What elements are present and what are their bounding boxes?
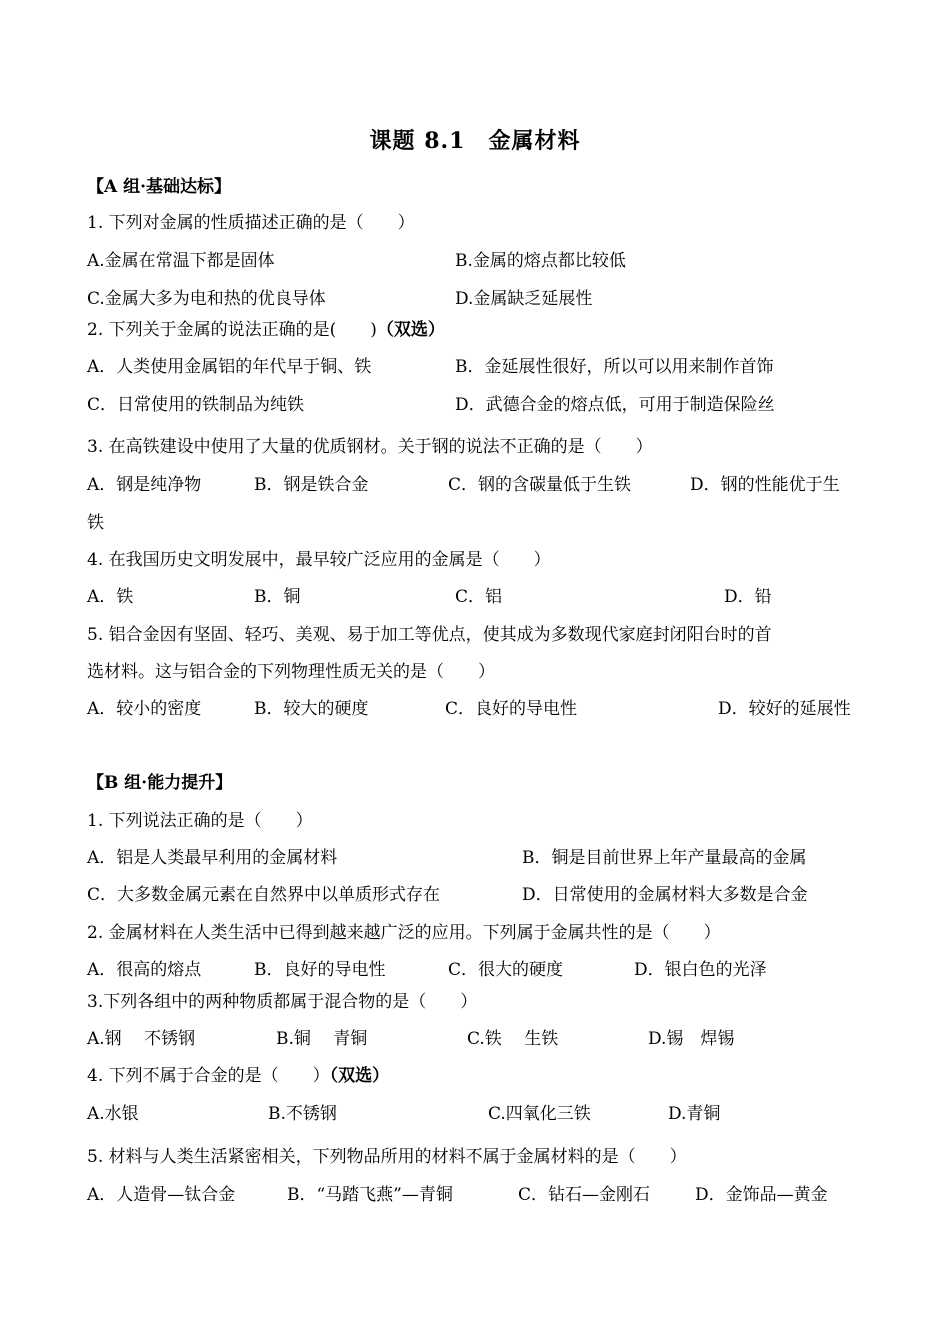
b-q1-stem: 1. 下列说法正确的是（ ） bbox=[87, 811, 313, 831]
b-q2-option-b: B．良好的导电性 bbox=[254, 960, 386, 980]
a-q5-option-b: B．较大的硬度 bbox=[254, 699, 369, 719]
section-a-heading: 【A 组·基础达标】 bbox=[87, 177, 232, 197]
b-q3-option-a: A.钢 不锈钢 bbox=[87, 1029, 196, 1049]
section-b-heading: 【B 组·能力提升】 bbox=[87, 773, 233, 793]
b-q1-option-b: B．铜是目前世界上年产量最高的金属 bbox=[522, 848, 807, 868]
a-q1-option-c: C.金属大多为电和热的优良导体 bbox=[87, 289, 326, 309]
b-q2-option-a: A．很高的熔点 bbox=[87, 960, 202, 980]
a-q3-stem: 3. 在高铁建设中使用了大量的优质钢材。关于钢的说法不正确的是（ ） bbox=[87, 437, 653, 457]
a-q2-stem-line bbox=[87, 315, 445, 340]
page-title: 课题 8.1 金属材料 bbox=[369, 128, 581, 154]
a-q5-stem-line2: 选材料。这与铝合金的下列物理性质无关的是（ ） bbox=[87, 662, 495, 682]
a-q3-option-d: D．钢的性能优于生 bbox=[690, 475, 840, 495]
b-q5-option-a: A．人造骨—钛合金 bbox=[87, 1185, 236, 1205]
b-q1-option-c: C．大多数金属元素在自然界中以单质形式存在 bbox=[87, 885, 441, 905]
a-q4-stem: 4. 在我国历史文明发展中，最早较广泛应用的金属是（ ） bbox=[87, 550, 551, 570]
a-q4-option-c: C．铝 bbox=[455, 587, 503, 607]
b-q2-option-c: C．很大的硬度 bbox=[448, 960, 564, 980]
b-q4-option-b: B.不锈钢 bbox=[268, 1104, 337, 1124]
a-q2-option-d: D．武德合金的熔点低，可用于制造保险丝 bbox=[455, 395, 775, 415]
a-q2-stem: 2. 下列关于金属的说法正确的是( ) bbox=[87, 320, 377, 340]
b-q1-option-d: D．日常使用的金属材料大多数是合金 bbox=[522, 885, 808, 905]
a-q5-option-d: D．较好的延展性 bbox=[718, 699, 851, 719]
a-q2-option-b: B．金延展性很好，所以可以用来制作首饰 bbox=[455, 357, 774, 377]
b-q4-double-choice-tag: （双选） bbox=[329, 1066, 390, 1086]
a-q3-option-d-continued: 铁 bbox=[87, 513, 104, 533]
b-q3-stem: 3.下列各组中的两种物质都属于混合物的是（ ） bbox=[87, 992, 478, 1012]
b-q2-stem: 2. 金属材料在人类生活中已得到越来越广泛的应用。下列属于金属共性的是（ ） bbox=[87, 923, 721, 943]
b-q3-option-d: D.锡 焊锡 bbox=[648, 1029, 735, 1049]
a-q1-option-d: D.金属缺乏延展性 bbox=[455, 289, 593, 309]
a-q2-double-choice-tag: （双选） bbox=[376, 320, 445, 340]
b-q4-stem: 4. 下列不属于合金的是（ ） bbox=[87, 1066, 330, 1086]
a-q2-option-c: C．日常使用的铁制品为纯铁 bbox=[87, 395, 305, 415]
b-q4-stem-line bbox=[87, 1061, 389, 1086]
b-q4-option-a: A.水银 bbox=[87, 1104, 139, 1124]
a-q5-option-a: A．较小的密度 bbox=[87, 699, 202, 719]
a-q3-option-b: B．钢是铁合金 bbox=[254, 475, 369, 495]
b-q4-option-d: D.青铜 bbox=[668, 1104, 721, 1124]
a-q4-option-b: B．铜 bbox=[254, 587, 301, 607]
b-q5-option-c: C．钻石—金刚石 bbox=[518, 1185, 651, 1205]
b-q5-option-d: D．金饰品—黄金 bbox=[695, 1185, 828, 1205]
b-q2-option-d: D．银白色的光泽 bbox=[634, 960, 767, 980]
a-q5-option-c: C．良好的导电性 bbox=[445, 699, 578, 719]
b-q3-option-b: B.铜 青铜 bbox=[276, 1029, 368, 1049]
b-q1-option-a: A．铝是人类最早利用的金属材料 bbox=[87, 848, 338, 868]
a-q4-option-a: A．铁 bbox=[87, 587, 134, 607]
a-q1-option-b: B.金属的熔点都比较低 bbox=[455, 251, 626, 271]
a-q3-option-a: A．钢是纯净物 bbox=[87, 475, 202, 495]
b-q4-option-c: C.四氧化三铁 bbox=[488, 1104, 591, 1124]
a-q2-option-a: A．人类使用金属铝的年代早于铜、铁 bbox=[87, 357, 372, 377]
b-q3-option-c: C.铁 生铁 bbox=[467, 1029, 559, 1049]
a-q3-option-c: C．钢的含碳量低于生铁 bbox=[448, 475, 632, 495]
a-q1-stem: 1. 下列对金属的性质描述正确的是（ ） bbox=[87, 213, 415, 233]
a-q5-stem-line1: 5. 铝合金因有坚固、轻巧、美观、易于加工等优点，使其成为多数现代家庭封闭阳台时的首 bbox=[87, 625, 772, 645]
a-q4-option-d: D．铅 bbox=[724, 587, 772, 607]
b-q5-stem: 5. 材料与人类生活紧密相关，下列物品所用的材料不属于金属材料的是（ ） bbox=[87, 1147, 687, 1167]
b-q5-option-b: B．“马踏飞燕”—青铜 bbox=[287, 1185, 453, 1205]
a-q1-option-a: A.金属在常温下都是固体 bbox=[87, 251, 275, 271]
